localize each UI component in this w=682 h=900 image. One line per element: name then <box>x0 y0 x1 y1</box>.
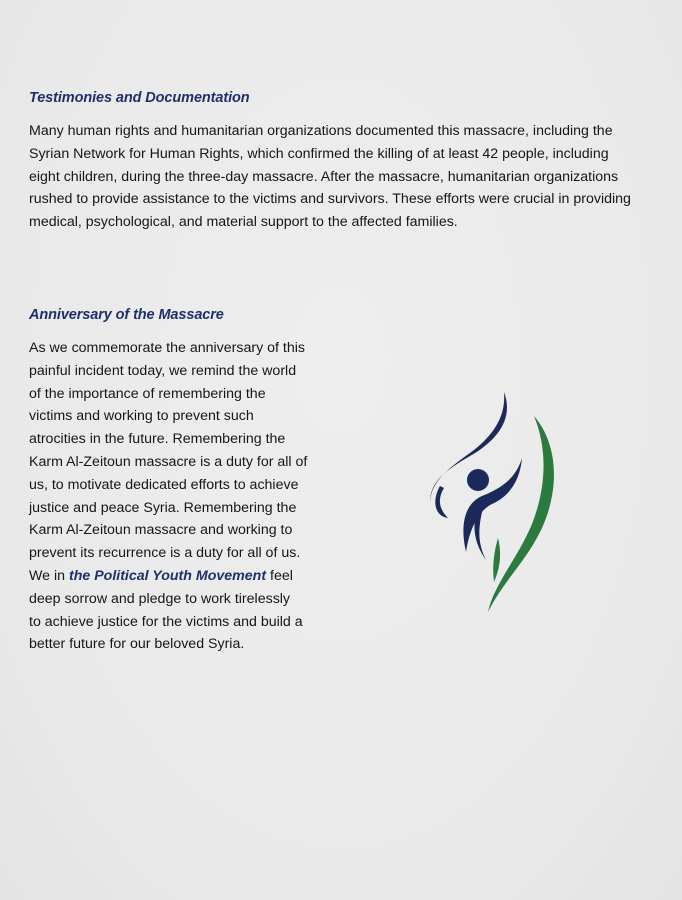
text-line: Syrian Network for Human Rights, which confirmed the killing of at least 42 people, including <box>29 145 609 162</box>
text-line: better future for our beloved Syria. <box>29 636 245 653</box>
logo-green-accent <box>493 538 500 582</box>
text-line: us, to motivate dedicated efforts to achieve <box>29 476 299 493</box>
section-heading-anniversary: Anniversary of the Massacre <box>29 307 224 323</box>
text-line: Karm Al-Zeitoun massacre is a duty for all of <box>29 453 308 470</box>
text-line: eight children, during the three-day massacre. After the massacre, humanitarian organizations <box>29 168 619 185</box>
logo-figure-head <box>467 469 489 491</box>
text-line: of the importance of remembering the <box>29 385 266 402</box>
text-line: atrocities in the future. Remembering the <box>29 431 286 448</box>
political-youth-movement-logo-icon <box>418 388 568 620</box>
logo-green-flame <box>488 416 554 612</box>
text-line-highlight <box>29 565 329 588</box>
text-line: Many human rights and humanitarian organizations documented this massacre, including the <box>29 123 613 139</box>
text-line: to achieve justice for the victims and build a <box>29 613 303 630</box>
logo-figure-leg <box>474 512 486 560</box>
logo-figure-arm <box>435 486 448 518</box>
text-line: Karm Al-Zeitoun massacre and working to <box>29 522 293 539</box>
text-line: justice and peace Syria. Remembering the <box>29 499 297 516</box>
text-line: victims and working to prevent such <box>29 408 254 425</box>
text-line: As we commemorate the anniversary of this <box>29 340 305 356</box>
text-line: medical, psychological, and material support to the affected families. <box>29 214 458 231</box>
paragraph-anniversary <box>29 337 329 656</box>
paragraph-testimonies <box>29 120 677 234</box>
text-line: prevent its recurrence is a duty for all of us. <box>29 545 301 562</box>
text-line: rushed to provide assistance to the victims and survivors. These efforts were crucial in providing <box>29 191 631 208</box>
text-feel: feel <box>270 567 293 584</box>
text-line: deep sorrow and pledge to work tirelessly <box>29 590 291 607</box>
movement-name-highlight: the Political Youth Movement <box>68 567 267 584</box>
text-line: painful incident today, we remind the world <box>29 362 297 379</box>
section-heading-testimonies: Testimonies and Documentation <box>29 90 250 106</box>
text-we-in: We in <box>29 567 66 584</box>
